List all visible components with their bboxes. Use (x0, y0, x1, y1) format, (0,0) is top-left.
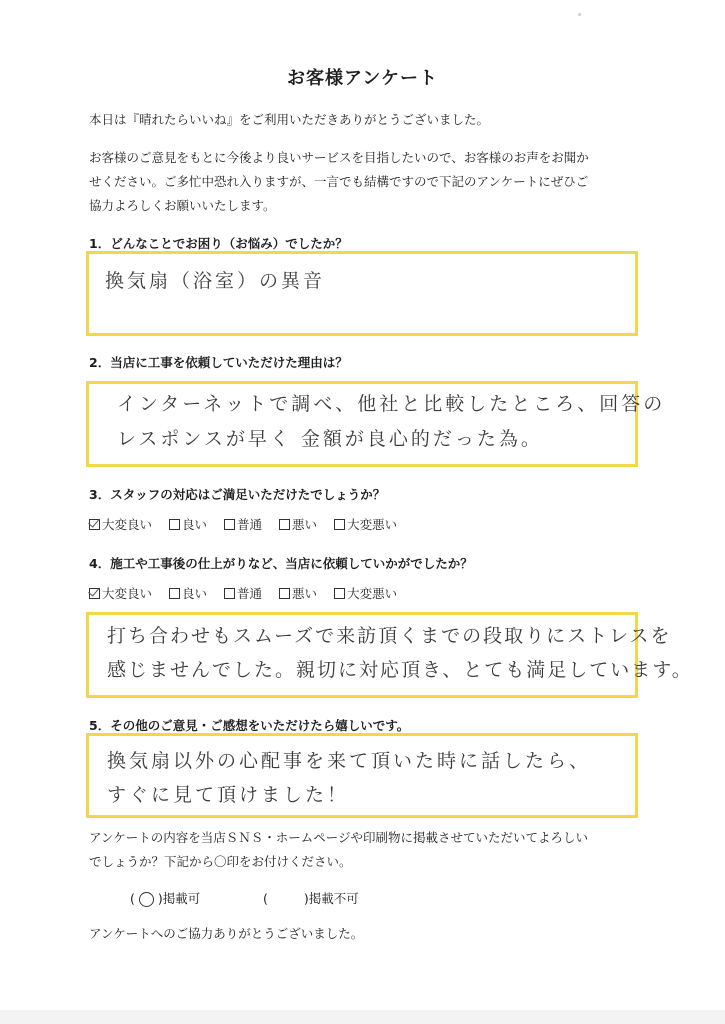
question-3-option-normal[interactable]: 普通 (224, 515, 262, 533)
question-3-option-very-bad[interactable]: 大変悪い (334, 515, 397, 533)
question-3-option-very-good[interactable]: 大変良い (89, 515, 152, 533)
page-bottom-edge (0, 1010, 725, 1024)
question-3-label: 3．スタッフの対応はご満足いただけたでしょうか？ (89, 487, 386, 502)
question-3-options (89, 515, 414, 533)
consent-text-line-2: でしょうか？下記から〇印をお付けください。 (89, 854, 352, 869)
checkbox-icon[interactable] (279, 588, 290, 599)
question-1-answer-box[interactable] (86, 251, 638, 336)
question-4-option-very-bad[interactable]: 大変悪い (334, 584, 397, 602)
question-4-options (89, 584, 414, 602)
checkbox-icon[interactable] (334, 519, 345, 530)
checkbox-checked-icon[interactable] (89, 519, 100, 530)
question-3-option-good[interactable]: 良い (169, 515, 207, 533)
closing-thanks: アンケートへのご協力ありがとうございました。 (89, 926, 364, 941)
intro-line-2: せください。ご多忙中恐れ入りますが、一言でも結構ですので下記のアンケートにぜひご (89, 174, 589, 189)
consent-allow-label: 掲載可 (162, 891, 201, 906)
question-4-option-good[interactable]: 良い (169, 584, 207, 602)
question-5-answer-box[interactable] (86, 733, 638, 818)
question-2-answer-line-1: インターネットで調べ、他社と比較したところ、回答の (117, 393, 666, 415)
question-3-option-bad[interactable]: 悪い (279, 515, 317, 533)
checkbox-icon[interactable] (279, 519, 290, 530)
consent-deny-option[interactable]: ( )掲載不可 (263, 891, 359, 906)
checkbox-icon[interactable] (224, 588, 235, 599)
question-1-label: 1．どんなことでお困り（お悩み）でしたか？ (89, 236, 348, 251)
consent-allow-option[interactable]: ( )掲載可 (130, 891, 201, 906)
scan-speck (578, 13, 581, 16)
question-4-answer-line-1: 打ち合わせもスムーズで来訪頂くまでの段取りにストレスを (107, 625, 672, 647)
question-4-label: 4．施工や工事後の仕上がりなど、当店に依頼していかがでしたか？ (89, 556, 473, 571)
page-title: お客様アンケート (287, 68, 438, 89)
question-2-answer-box[interactable] (86, 381, 666, 467)
question-5-label: 5．その他のご意見・ご感想をいただけたら嬉しいです。 (89, 718, 410, 733)
consent-deny-label: 掲載不可 (308, 891, 359, 906)
question-4-answer-line-2: 感じませんでした。親切に対応頂き、とても満足しています。 (107, 659, 693, 681)
question-4-answer-box[interactable] (86, 612, 693, 698)
question-1-answer: 換気扇（浴室）の異音 (105, 270, 326, 292)
checkbox-checked-icon[interactable] (89, 588, 100, 599)
question-2-label: 2．当店に工事を依頼していただけた理由は？ (89, 355, 348, 370)
question-4-option-normal[interactable]: 普通 (224, 584, 262, 602)
question-4-option-bad[interactable]: 悪い (279, 584, 317, 602)
circle-mark-icon (139, 892, 154, 907)
intro-line-1: お客様のご意見をもとに今後より良いサービスを目指したいので、お客様のお声をお聞か (89, 150, 589, 165)
question-4-option-very-good[interactable]: 大変良い (89, 584, 152, 602)
checkbox-icon[interactable] (169, 588, 180, 599)
intro-thanks: 本日は『晴れたらいいね』をご利用いただきありがとうございました。 (89, 112, 490, 127)
checkbox-icon[interactable] (224, 519, 235, 530)
checkbox-icon[interactable] (334, 588, 345, 599)
question-2-answer-line-2: レスポンスが早く 金額が良心的だった為。 (117, 428, 543, 450)
consent-text-line-1: アンケートの内容を当店ＳＮＳ・ホームページや印刷物に掲載させていただいてよろしい (89, 830, 589, 845)
checkbox-icon[interactable] (169, 519, 180, 530)
question-5-answer-line-2: すぐに見て頂けました！ (107, 784, 350, 806)
question-5-answer-line-1: 換気扇以外の心配事を来て頂いた時に話したら、 (107, 750, 592, 772)
intro-line-3: 協力よろしくお願いいたします。 (89, 198, 276, 213)
